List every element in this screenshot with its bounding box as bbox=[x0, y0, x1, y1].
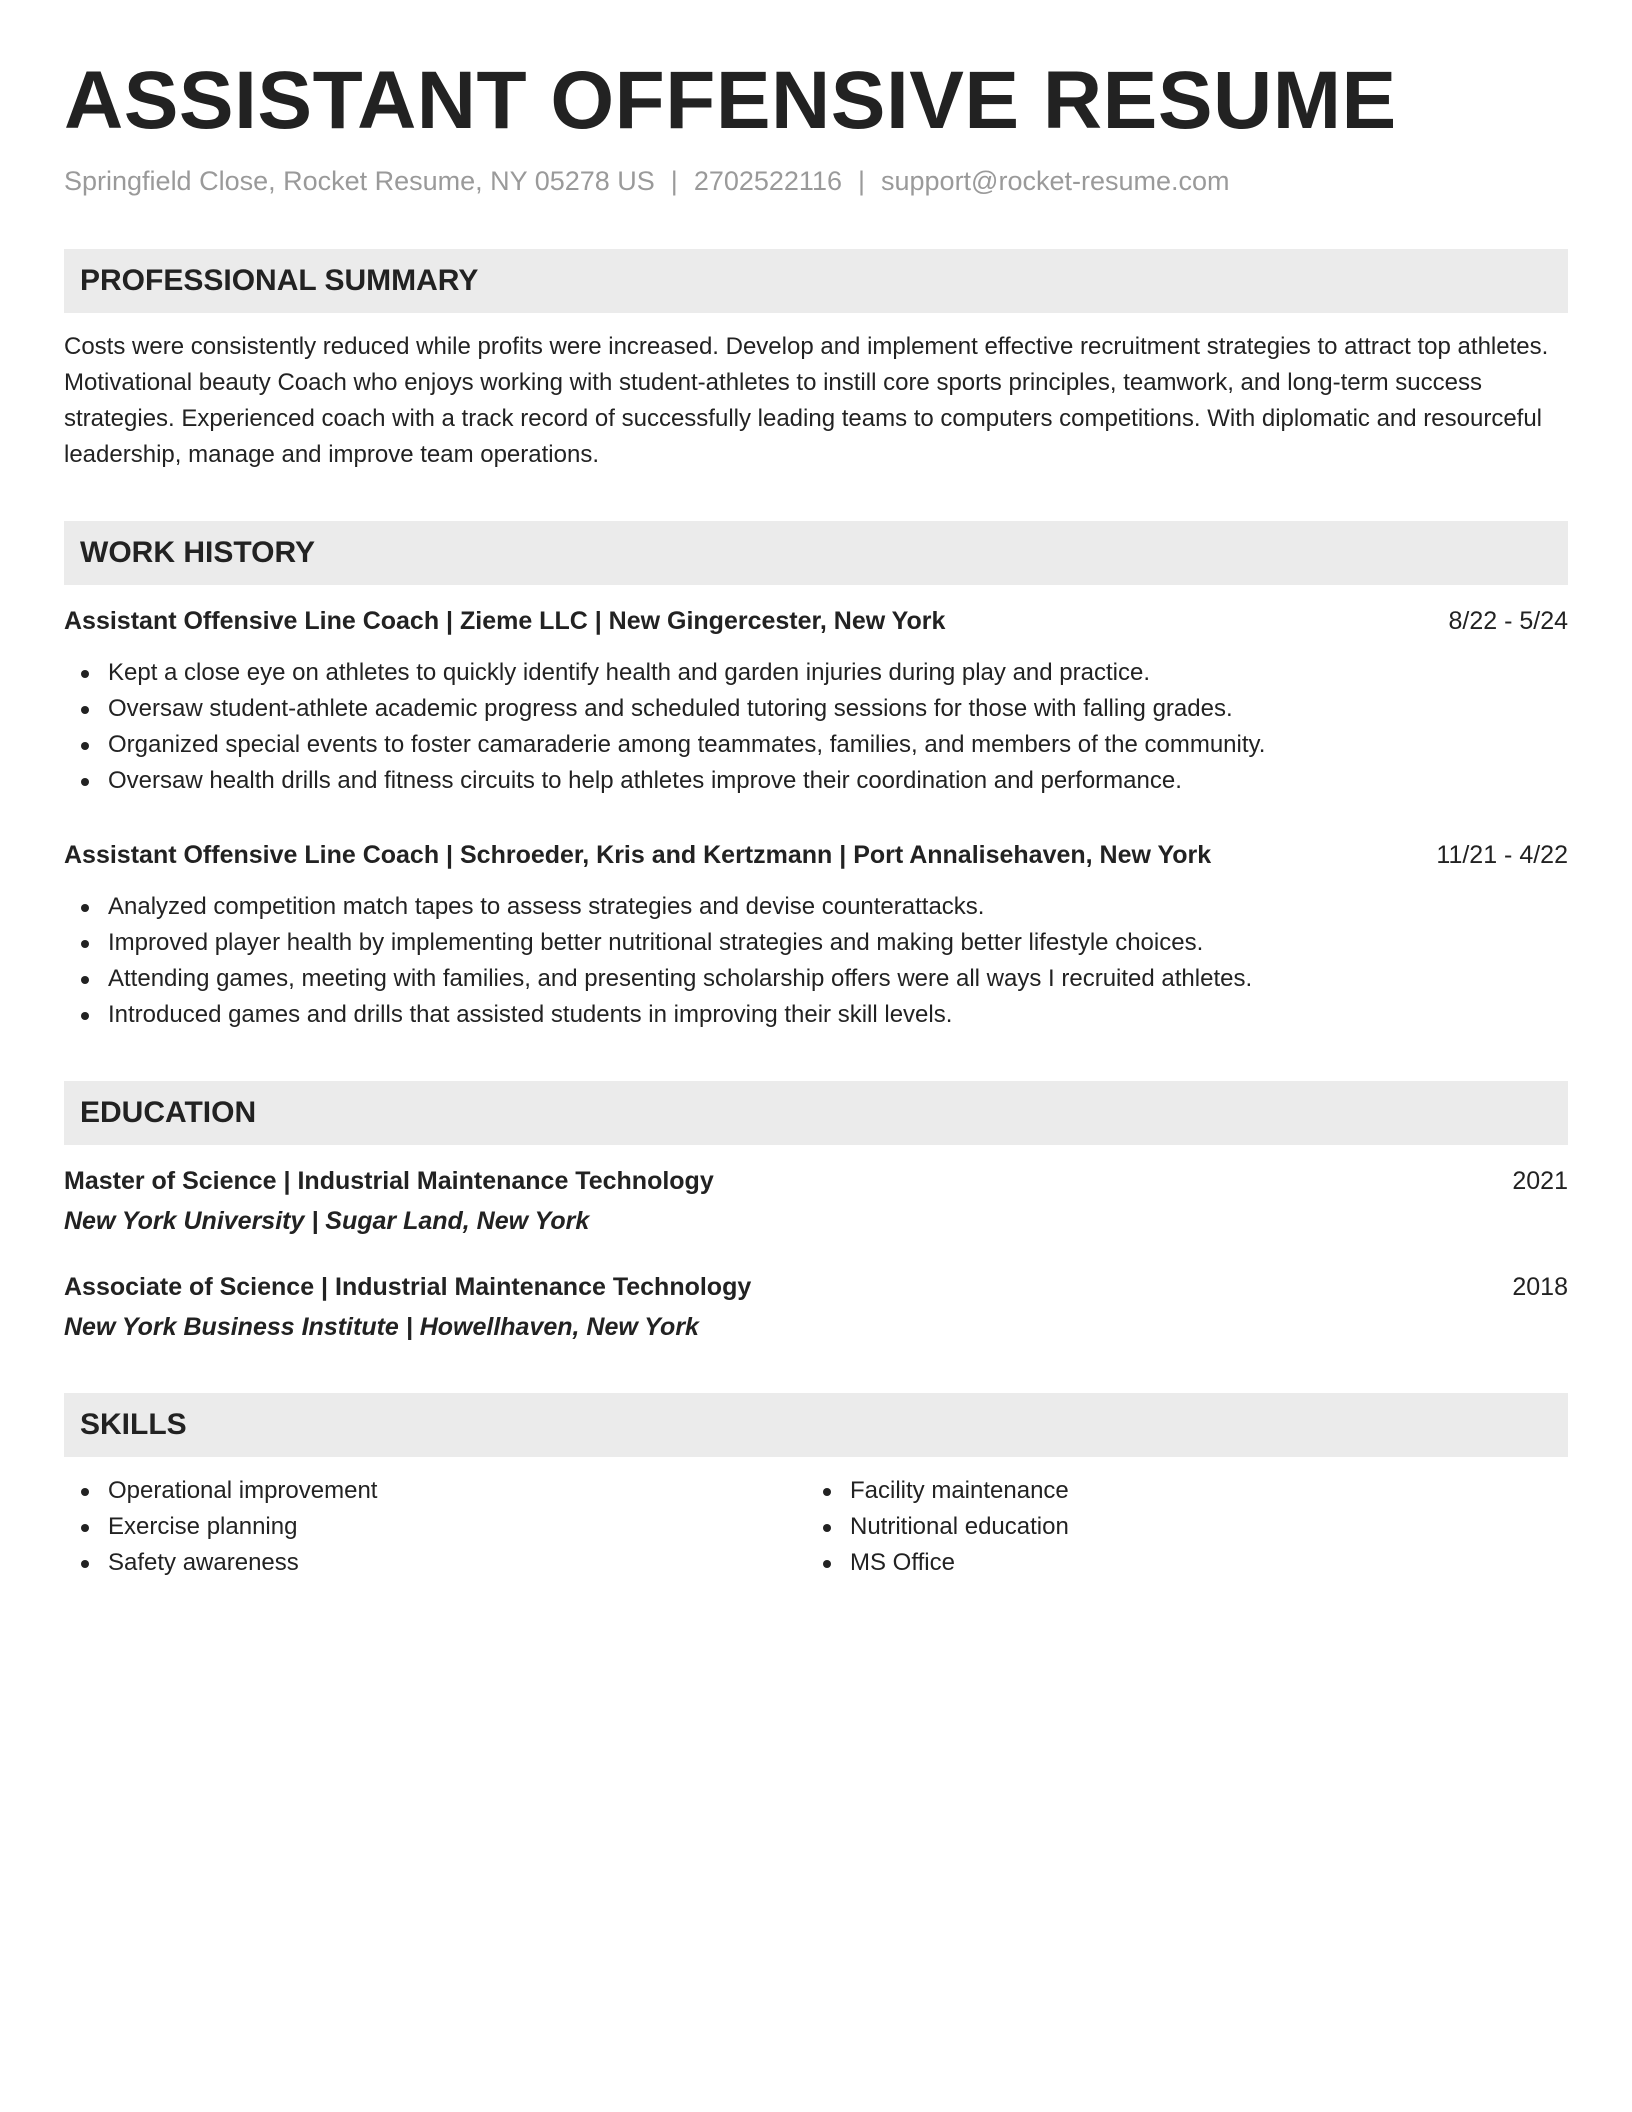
education-year: 2018 bbox=[1512, 1273, 1568, 1302]
section-heading-education: EDUCATION bbox=[64, 1081, 1568, 1145]
section-heading-skills: SKILLS bbox=[64, 1393, 1568, 1457]
education-degree: Master of Science | Industrial Maintenance Technology bbox=[64, 1167, 714, 1196]
skills-list-right bbox=[806, 1473, 1548, 1581]
job-title: Assistant Offensive Line Coach | Schroeder, Kris and Kertzmann | Port Annalisehaven, New York bbox=[64, 841, 1212, 870]
job-dates: 8/22 - 5/24 bbox=[1448, 607, 1568, 636]
job-bullet: Organized special events to foster camaraderie among teammates, families, and members of the community. bbox=[64, 727, 1568, 763]
skill-item: Safety awareness bbox=[64, 1545, 806, 1581]
job-header bbox=[64, 603, 1568, 639]
education-header bbox=[64, 1269, 1568, 1305]
skill-item: Exercise planning bbox=[64, 1509, 806, 1545]
skills-columns bbox=[64, 1473, 1568, 1581]
job-bullet: Attending games, meeting with families, and presenting scholarship offers were all ways I recruited athletes. bbox=[64, 961, 1568, 997]
education-school: New York University | Sugar Land, New York bbox=[64, 1207, 590, 1236]
education-entry bbox=[64, 1269, 1568, 1345]
job-bullet: Kept a close eye on athletes to quickly identify health and garden injuries during play and practice. bbox=[64, 655, 1568, 691]
education-header bbox=[64, 1163, 1568, 1199]
job-entry bbox=[64, 837, 1568, 1033]
section-heading-work-history: WORK HISTORY bbox=[64, 521, 1568, 585]
job-bullet: Oversaw health drills and fitness circuits to help athletes improve their coordination and performance. bbox=[64, 763, 1568, 799]
skill-item: Operational improvement bbox=[64, 1473, 806, 1509]
contact-address: Springfield Close, Rocket Resume, NY 05278 US bbox=[64, 166, 655, 197]
job-bullet: Analyzed competition match tapes to assess strategies and devise counterattacks. bbox=[64, 889, 1568, 925]
job-title: Assistant Offensive Line Coach | Zieme LLC | New Gingercester, New York bbox=[64, 607, 946, 636]
skill-item: MS Office bbox=[806, 1545, 1548, 1581]
skills-list-left bbox=[64, 1473, 806, 1581]
section-heading-summary: PROFESSIONAL SUMMARY bbox=[64, 249, 1568, 313]
education-entry bbox=[64, 1163, 1568, 1239]
job-header bbox=[64, 837, 1568, 873]
education-degree: Associate of Science | Industrial Maintenance Technology bbox=[64, 1273, 752, 1302]
skill-item: Nutritional education bbox=[806, 1509, 1548, 1545]
contact-separator: | bbox=[857, 166, 865, 197]
resume-name-title: ASSISTANT OFFENSIVE RESUME bbox=[64, 55, 1397, 146]
education-school: New York Business Institute | Howellhaven, New York bbox=[64, 1313, 699, 1342]
job-bullet: Oversaw student-athlete academic progress and scheduled tutoring sessions for those with falling grades. bbox=[64, 691, 1568, 727]
job-entry bbox=[64, 603, 1568, 799]
education-year: 2021 bbox=[1512, 1167, 1568, 1196]
contact-separator: | bbox=[670, 166, 678, 197]
job-bullets bbox=[64, 889, 1568, 1033]
job-bullet: Introduced games and drills that assisted students in improving their skill levels. bbox=[64, 997, 1568, 1033]
summary-text: Costs were consistently reduced while profits were increased. Develop and implement effective recruitment strategies to attract top athletes. Motivational beauty Coach who enjoys working with student-athletes to instill core sports principles, teamwork, and long-term success strategies. Experienced coach with a track record of successfully leading teams to computers competitions. With diplomatic and resourceful leadership, manage and improve team operations. bbox=[64, 333, 1549, 469]
job-bullet: Improved player health by implementing better nutritional strategies and making better lifestyle choices. bbox=[64, 925, 1568, 961]
skill-item: Facility maintenance bbox=[806, 1473, 1548, 1509]
contact-email: support@rocket-resume.com bbox=[881, 166, 1230, 197]
job-dates: 11/21 - 4/22 bbox=[1436, 841, 1568, 870]
contact-line bbox=[64, 164, 1568, 199]
job-bullets bbox=[64, 655, 1568, 799]
contact-phone: 2702522116 bbox=[693, 166, 842, 197]
